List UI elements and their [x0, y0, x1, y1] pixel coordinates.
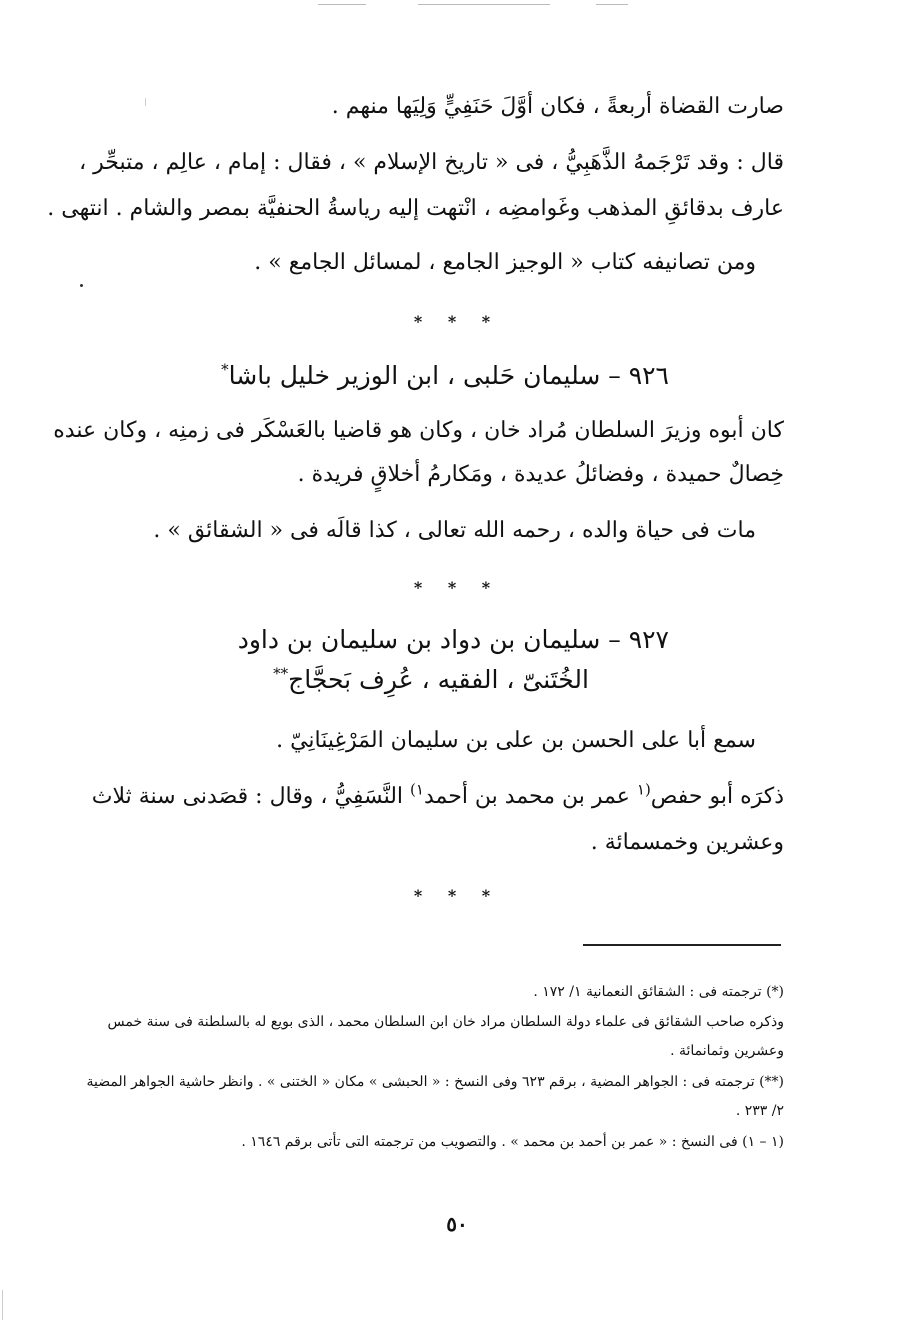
- entry-927-line-1: سمع أبا على الحسن بن على بن سليمان المَرْغِينَانِيّ .: [276, 728, 756, 753]
- footnote-4: (١ – ١) فى النسخ : « عمر بن أحمد بن محمد » . والتصويب من ترجمته التى تأتى برقم ١٦٤٦ .: [241, 1134, 784, 1150]
- paragraph-1: صارت القضاة أربعةً ، فكان أوَّلَ حَنَفِيٍّ وَلِيَها منهم .: [331, 94, 784, 119]
- entry-926-line-2: خِصالٌ حميدة ، وفضائلُ عديدة ، ومَكارمُ أخلاقٍ فريدة .: [297, 462, 784, 487]
- entry-926-line-3: مات فى حياة والده ، رحمه الله تعالى ، كذا قالَه فى « الشقائق » .: [153, 518, 756, 543]
- entry-926-title: ٩٢٦ – سليمان حَلبى ، ابن الوزير خليل باشا: [228, 361, 669, 390]
- scan-edge-line: [2, 1290, 3, 1320]
- footnote-rule: [583, 944, 781, 946]
- footnote-mark: *: [221, 360, 229, 379]
- footnote-ref: (١: [636, 780, 651, 799]
- text-segment: النَّسَفِيُّ ، وقال : قصَدنى سنة ثلاث: [91, 784, 411, 809]
- footnote-2-line-2: وعشرين وثمانمائة .: [670, 1043, 784, 1059]
- entry-927-heading-line-1: ٩٢٧ – سليمان بن دواد بن سليمان بن داود: [237, 625, 669, 654]
- scan-speck: [80, 284, 83, 287]
- entry-926-heading: [221, 356, 669, 396]
- text-segment: عمر بن محمد بن أحمد: [423, 784, 637, 809]
- entry-927-subtitle: الخُتَنىّ ، الفقيه ، عُرِف بَحجَّاج: [288, 665, 589, 694]
- footnote-mark: **: [273, 664, 289, 683]
- text-segment: ذكرَه أبو حفص: [650, 784, 784, 809]
- paragraph-3: ومن تصانيفه كتاب « الوجيز الجامع ، لمسائل الجامع » .: [254, 250, 756, 275]
- footnote-3-line-1: (**) ترجمته فى : الجواهر المضية ، برقم ٦٢٣ وفى النسخ : « الحبشى » مكان « الختنى » . وانظر حاشية الجواهر المضية: [86, 1074, 784, 1090]
- scan-edge-line: [318, 4, 366, 5]
- paragraph-2-line-1: قال : وقد تَرْجَمهُ الذَّهَبِيُّ ، فى « تاريخ الإسلام » ، فقال : إمام ، عالِم ، متبحِّر ،: [79, 150, 784, 175]
- entry-927-heading-line-2: [273, 660, 589, 700]
- footnote-3-line-2: ٢/ ٢٣٣ .: [735, 1103, 784, 1119]
- section-separator: * * *: [413, 886, 501, 905]
- paragraph-2-line-2: عارف بدقائقِ المذهب وغَوامضِه ، انْتهت إليه رياسةُ الحنفيَّة بمصر والشام . انتهى .: [47, 196, 784, 221]
- page-number: ٥٠: [446, 1212, 468, 1236]
- footnote-1: (*) ترجمته فى : الشقائق النعمانية ١/ ١٧٢ .: [533, 984, 784, 1000]
- entry-926-line-1: كان أبوه وزيرَ السلطان مُراد خان ، وكان هو قاضيا بالعَسْكَر فى زمنِه ، وكان عنده: [53, 418, 784, 443]
- scan-edge-line: [418, 4, 550, 5]
- scan-speck: [145, 98, 146, 106]
- footnote-ref: ١): [410, 780, 424, 799]
- footnote-2-line-1: وذكره صاحب الشقائق فى علماء دولة السلطان مراد خان ابن السلطان محمد ، الذى بويع له بالسلطنة فى سنة خمس: [107, 1014, 784, 1030]
- scan-edge-line: [596, 4, 628, 5]
- section-separator: * * *: [413, 312, 501, 331]
- section-separator: * * *: [413, 578, 501, 597]
- entry-927-line-2: [92, 774, 784, 820]
- entry-927-line-3: وعشرين وخمسمائة .: [590, 830, 784, 855]
